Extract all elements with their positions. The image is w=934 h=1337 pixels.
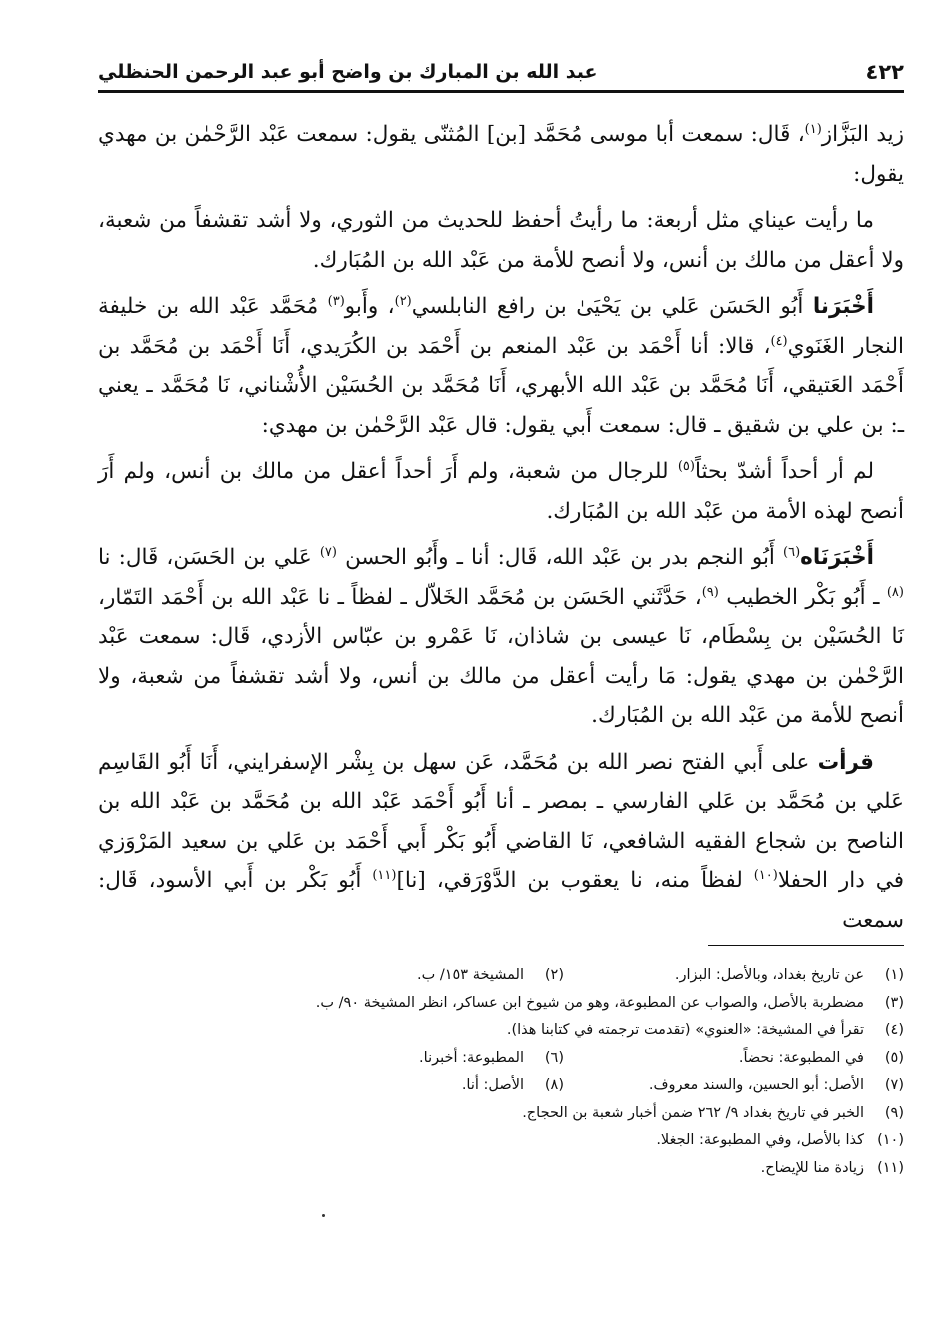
footnote-text: كذا بالأصل، وفي المطبوعة: الجغلا. (656, 1132, 864, 1148)
footnote-marker: (٤) (770, 333, 788, 349)
footnote (417, 962, 564, 990)
footnote-text: المشيخة ١٥٣/ ب. (416, 967, 524, 983)
footnote-separator (708, 945, 904, 946)
text-run: ، وأَبو (344, 294, 395, 319)
footnote-text: الخبر في تاريخ بغداد ٩/ ٢٦٢ ضمن أخبار شعبة بن الحجاج. (522, 1104, 864, 1121)
footnote-marker: (٥) (677, 458, 695, 474)
footnote (419, 1045, 564, 1073)
footnote (656, 1127, 904, 1155)
footnote-number: (٩) (884, 1104, 904, 1121)
footnote-number: (٨) (544, 1077, 564, 1093)
text-run: أَبُو النجم بدر بن عَبْد الله، قَال: أنا ـ وأَبُو الحسن (336, 545, 783, 570)
footnote-marker: (١١) (372, 867, 397, 883)
footnote-number: (١) (884, 967, 904, 983)
running-title: عبد الله بن المبارك بن واضح أبو عبد الرحمن الحنظلي (98, 61, 598, 83)
footnote-row (98, 1155, 904, 1183)
footnote (462, 1072, 564, 1100)
text-run: للرجال من شعبة، ولم أَرَ أحداً أعقل من مالك بن أنس، ولم أَرَ أنصح لهذه الأمة من عَبْد الله بن المُبَارك. (98, 459, 904, 524)
paragraph-lead-word: قرأت (817, 749, 874, 775)
paragraph (98, 201, 904, 280)
footnote-marker: (٢) (394, 293, 412, 309)
footnote (522, 1100, 904, 1128)
footnote-number: (٢) (544, 967, 564, 983)
footnote-row (98, 962, 904, 990)
text-run: ـ أَبُو بَكْر الخطيب (718, 584, 887, 610)
footnote-marker: (١٠) (753, 867, 778, 883)
footnote-text: مضطربة بالأصل، والصواب عن المطبوعة، وهو من شيوخ ابن عساكر، انظر المشيخة ٩٠/ ب. (315, 994, 864, 1011)
print-speck (322, 1214, 325, 1217)
text-run: أَبُو الحَسَن عَلي بن يَحْيَىٰ بن رافع النابلسي (411, 294, 813, 319)
footnote-text: عن تاريخ بغداد، وبالأصل: البزار. (674, 967, 864, 983)
text-run: زيد البَزَّاز (821, 122, 904, 147)
footnote-marker: (٩) (701, 584, 719, 600)
footnote-text: الأصل: أنا. (461, 1077, 524, 1093)
footnote (564, 1045, 904, 1073)
paragraph (98, 115, 904, 194)
footnote-marker: (١) (804, 121, 822, 137)
footnote-text: في المطبوعة: نحضاً. (738, 1049, 864, 1066)
main-text (98, 115, 904, 940)
footnote-marker: (٧) (319, 544, 337, 560)
footnote-text: تقرأ في المشيخة: «العنوي» (تقدمت ترجمته في كتابنا هذا). (506, 1022, 864, 1038)
footnote (564, 962, 904, 990)
running-header (98, 58, 904, 93)
footnote-number: (٥) (884, 1049, 904, 1066)
footnote-row (98, 1045, 904, 1073)
footnote-row (98, 1100, 904, 1128)
footnote-number: (١٠) (877, 1132, 904, 1148)
footnote-row (98, 1072, 904, 1100)
footnote (761, 1155, 904, 1183)
text-run: لفظاً منه، نا يعقوب بن الدَّوْرَقي، [نا] (396, 868, 754, 893)
footnote-marker: (٦) (783, 544, 801, 560)
footnote-row (98, 1127, 904, 1155)
footnote-text: المطبوعة: أخبرنا. (419, 1049, 524, 1066)
paragraph (98, 452, 904, 531)
footnote-row (98, 1017, 904, 1045)
footnote-marker: (٣) (327, 293, 345, 309)
text-run: ، قالا: أنا أَحْمَد بن عَبْد المنعم بن أَحْمَد بن الكُرَيدي، أَنَا أَحْمَد بن مُحَمَّد بن أَحْمَد العَتيقي، أَنَا مُحَمَّد بن عَبْد الله الأبهري، أَنَا مُحَمَّد بن الحُسَيْن الأُشْناني، نَا مُحَمَّد ـ يعني ـ: بن علي بن شقيق ـ قال: سمعت أَبي يقول: قال عَبْد الرَّحْمٰن بن مهدي: (98, 333, 904, 438)
text-run: لم أر أحداً أشدّ بحثاً (694, 459, 875, 484)
footnote-number: (٦) (544, 1049, 564, 1066)
footnote (507, 1017, 904, 1045)
text-run: مُحَمَّد عَبْد الله بن خليفة النجار الغَنَوي (98, 294, 904, 359)
footnote (316, 990, 904, 1018)
paragraph-lead-word: أَخْبَرَنَاه (800, 545, 874, 570)
text-run: ، قَال: سمعت أبا موسى مُحَمَّد [بن] المُثنّى يقول: سمعت عَبْد الرَّحْمٰن بن مهدي يقول: (98, 122, 904, 187)
paragraph-lead-word: أَخْبَرَنا (812, 294, 874, 319)
paragraph (98, 538, 904, 736)
footnote-number: (٤) (884, 1022, 904, 1038)
book-page (98, 58, 904, 947)
footnote-number: (٧) (884, 1077, 904, 1093)
footnotes (98, 962, 904, 1182)
footnote-text: زيادة منا للإيضاح. (760, 1159, 864, 1176)
text-run: ما رأيت عيناي مثل أربعة: ما رأيتُ أحفظ للحديث من الثوري، ولا أشد تقشفاً من شعبة، ولا أعقل من مالك بن أنس، ولا أنصح للأمة من عَبْد الله بن المُبَارك. (98, 208, 904, 273)
footnote (564, 1072, 904, 1100)
footnote-number: (١١) (877, 1159, 904, 1176)
footnote-marker: (٨) (886, 584, 904, 600)
text-run: ، حَدَّثَني الحَسَن بن مُحَمَّد الخَلاّل ـ لفظاً ـ نا عَبْد الله بن أَحْمَد التَمّار، نَا الحُسَيْن بن بِسْطَام، نَا عيسى بن شاذان، نَا عَمْرو بن عبّاس الأزدي، قَال: سمعت عَبْد الرَّحْمٰن بن مهدي يقول: مَا رأيت أعقل من مالك بن أنس، ولا أشد تقشفاً من شعبة، ولا أنصح للأمة من عَبْد الله بن المُبَارك. (98, 584, 904, 728)
text-run: عَلي بن الحَسَن، قَال: نا (98, 545, 320, 570)
paragraph (98, 287, 904, 445)
text-run: أَبُو بَكْر بن أَبي الأسود، قَال: سمعت (98, 868, 904, 933)
footnote-number: (٣) (884, 994, 904, 1011)
footnote-text: الأصل: أبو الحسين، والسند معروف. (648, 1077, 864, 1093)
paragraph (98, 743, 904, 941)
page-number: ٤٢٢ (865, 60, 904, 84)
footnote-row (98, 990, 904, 1018)
text-run: على أَبي الفتح نصر الله بن مُحَمَّد، عَن سهل بن بِشْر الإسفرايني، أَنَا أَبُو القَاسِم عَلي بن مُحَمَّد بن عَلي الفارسي ـ بمصر ـ أنا أَبُو أَحْمَد عَبْد الله بن مُحَمَّد بن عَبْد الله بن الناصح بن شجاع الفقيه الشافعي، نَا القاضي أَبُو بَكْر أَبي أَحْمَد بن عَلي بن سعيد المَرْوَزي في دار الحفلا (98, 749, 904, 893)
